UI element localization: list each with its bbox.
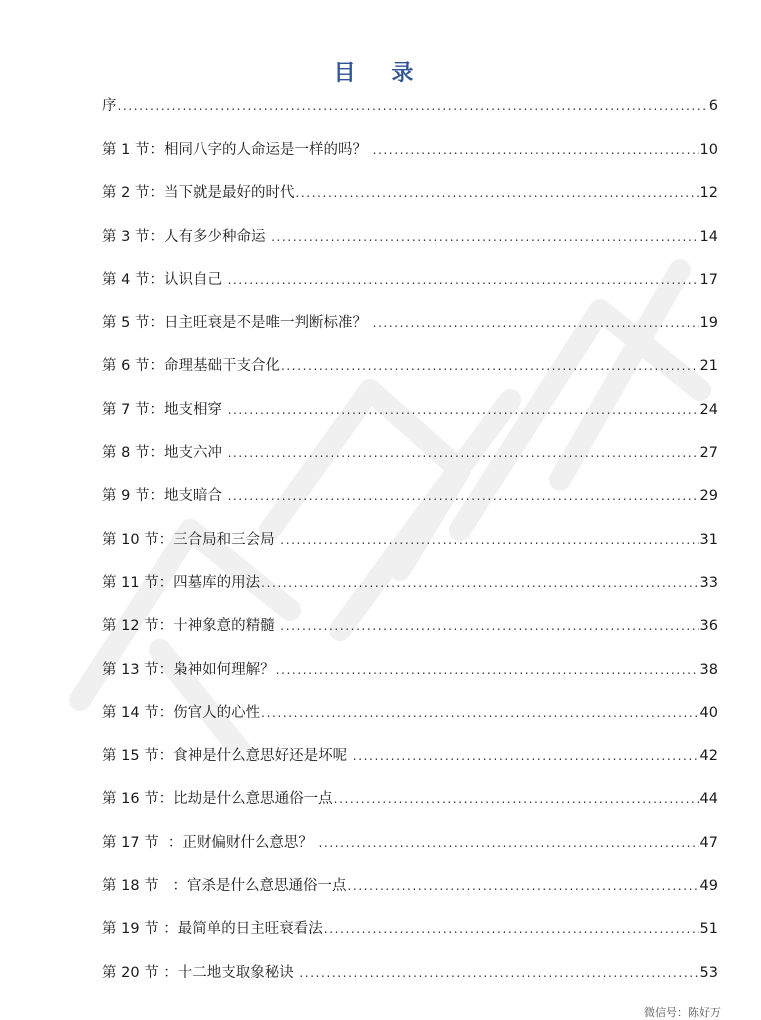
toc-entry-label: 序 [102, 98, 117, 114]
toc-entry[interactable] [102, 225, 718, 268]
toc-entry-label: 第 14 节：伤官人的心性 [102, 704, 261, 721]
toc-entry-label: 第 13 节：枭神如何理解？ [102, 661, 275, 678]
toc-entry[interactable] [102, 398, 718, 441]
dot-leader [280, 529, 698, 551]
toc-entry-page: 33 [699, 574, 718, 591]
dot-leader [271, 226, 698, 248]
toc-entry-label: 第 6 节：命理基础干支合化 [102, 358, 280, 375]
toc-entry-page: 49 [699, 878, 718, 895]
dot-leader [276, 659, 699, 681]
dot-leader [228, 442, 699, 464]
footer-text: 微信号：陈好万 [644, 1006, 721, 1019]
toc-entry-page: 6 [708, 98, 718, 114]
toc-entry[interactable] [102, 268, 718, 311]
toc-entry[interactable] [102, 311, 718, 354]
dot-leader [280, 615, 698, 637]
toc-entry-label: 第 9 节：地支暗合 [102, 488, 227, 505]
toc-entry-page: 19 [699, 315, 718, 332]
toc-entry-page: 42 [699, 748, 718, 765]
dot-leader [299, 962, 698, 984]
dot-leader [353, 745, 699, 767]
toc-entry-label: 第 18 节 ：官杀是什么意思通俗一点 [102, 878, 347, 895]
dot-leader [319, 832, 699, 854]
toc-entry-label: 第 12 节：十神象意的精髓 [102, 618, 280, 635]
toc-entry[interactable] [102, 441, 718, 484]
toc-entry-page: 31 [699, 531, 718, 548]
toc-entry-label: 第 8 节：地支六冲 [102, 445, 227, 462]
toc-entry-page: 29 [699, 488, 718, 505]
toc-entry-page: 17 [699, 271, 718, 288]
toc-entry-page: 27 [699, 445, 718, 462]
dot-leader [373, 139, 699, 161]
dot-leader [261, 702, 698, 724]
toc-entry-label: 第 7 节：地支相穿 [102, 401, 227, 418]
toc-entry-page: 24 [699, 401, 718, 418]
toc-entry-page: 51 [699, 921, 718, 938]
dot-leader [334, 788, 699, 810]
toc-entry-page: 21 [699, 358, 718, 375]
toc-entry[interactable] [102, 961, 718, 1004]
dot-leader [228, 399, 699, 421]
toc-entry-page: 53 [699, 964, 718, 981]
toc-entry-label: 第 2 节：当下就是最好的时代 [102, 185, 295, 202]
dot-leader [228, 485, 699, 507]
toc-entry[interactable] [102, 528, 718, 571]
dot-leader [261, 572, 698, 594]
toc-entry-label: 第 10 节：三合局和三会局 [102, 531, 280, 548]
toc-entry-page: 12 [699, 185, 718, 202]
toc-entry-label: 第 3 节：人有多少种命运 [102, 228, 271, 245]
toc-entry-page: 14 [699, 228, 718, 245]
dot-leader [281, 355, 699, 377]
dot-leader [373, 312, 699, 334]
toc-entry[interactable] [102, 484, 718, 527]
toc-entry[interactable] [102, 787, 718, 830]
toc-entry[interactable] [102, 658, 718, 701]
toc-entry[interactable] [102, 571, 718, 614]
toc-entry-label: 第 19 节 ：最简单的日主旺衰看法 [102, 921, 323, 938]
toc-entry[interactable] [102, 831, 718, 874]
toc-entry-label: 第 15 节：食神是什么意思好还是坏呢 [102, 748, 352, 765]
dot-leader [228, 269, 699, 291]
toc-entry[interactable] [102, 874, 718, 917]
toc-entry-label: 第 11 节：四墓库的用法 [102, 574, 261, 591]
toc-entry-page: 44 [699, 791, 718, 808]
toc-entry[interactable] [102, 744, 718, 787]
toc-entry[interactable] [102, 354, 718, 397]
toc-entry-label: 第 17 节 ：正财偏财什么意思？ [102, 834, 318, 851]
table-of-contents [102, 94, 718, 1004]
toc-entry-page: 10 [699, 142, 718, 158]
toc-entry[interactable] [102, 138, 718, 181]
toc-entry[interactable] [102, 614, 718, 657]
toc-entry[interactable] [102, 181, 718, 224]
toc-entry[interactable] [102, 94, 718, 138]
toc-entry-page: 47 [699, 834, 718, 851]
toc-entry[interactable] [102, 917, 718, 960]
toc-entry-label: 第 16 节：比劫是什么意思通俗一点 [102, 791, 333, 808]
toc-entry-label: 第 5 节：日主旺衰是不是唯一判断标准？ [102, 315, 372, 332]
dot-leader [348, 875, 699, 897]
page-title: 目 录 [333, 61, 428, 86]
toc-entry-page: 36 [699, 618, 718, 635]
dot-leader [118, 95, 708, 117]
toc-entry-label: 第 20 节 ：十二地支取象秘诀 [102, 964, 299, 981]
toc-entry-label: 第 4 节：认识自己 [102, 271, 227, 288]
toc-entry-page: 40 [699, 704, 718, 721]
dot-leader [324, 918, 699, 940]
dot-leader [295, 182, 698, 204]
toc-entry-page: 38 [699, 661, 718, 678]
toc-entry-label: 第 1 节：相同八字的人命运是一样的吗？ [102, 142, 372, 158]
toc-entry[interactable] [102, 701, 718, 744]
